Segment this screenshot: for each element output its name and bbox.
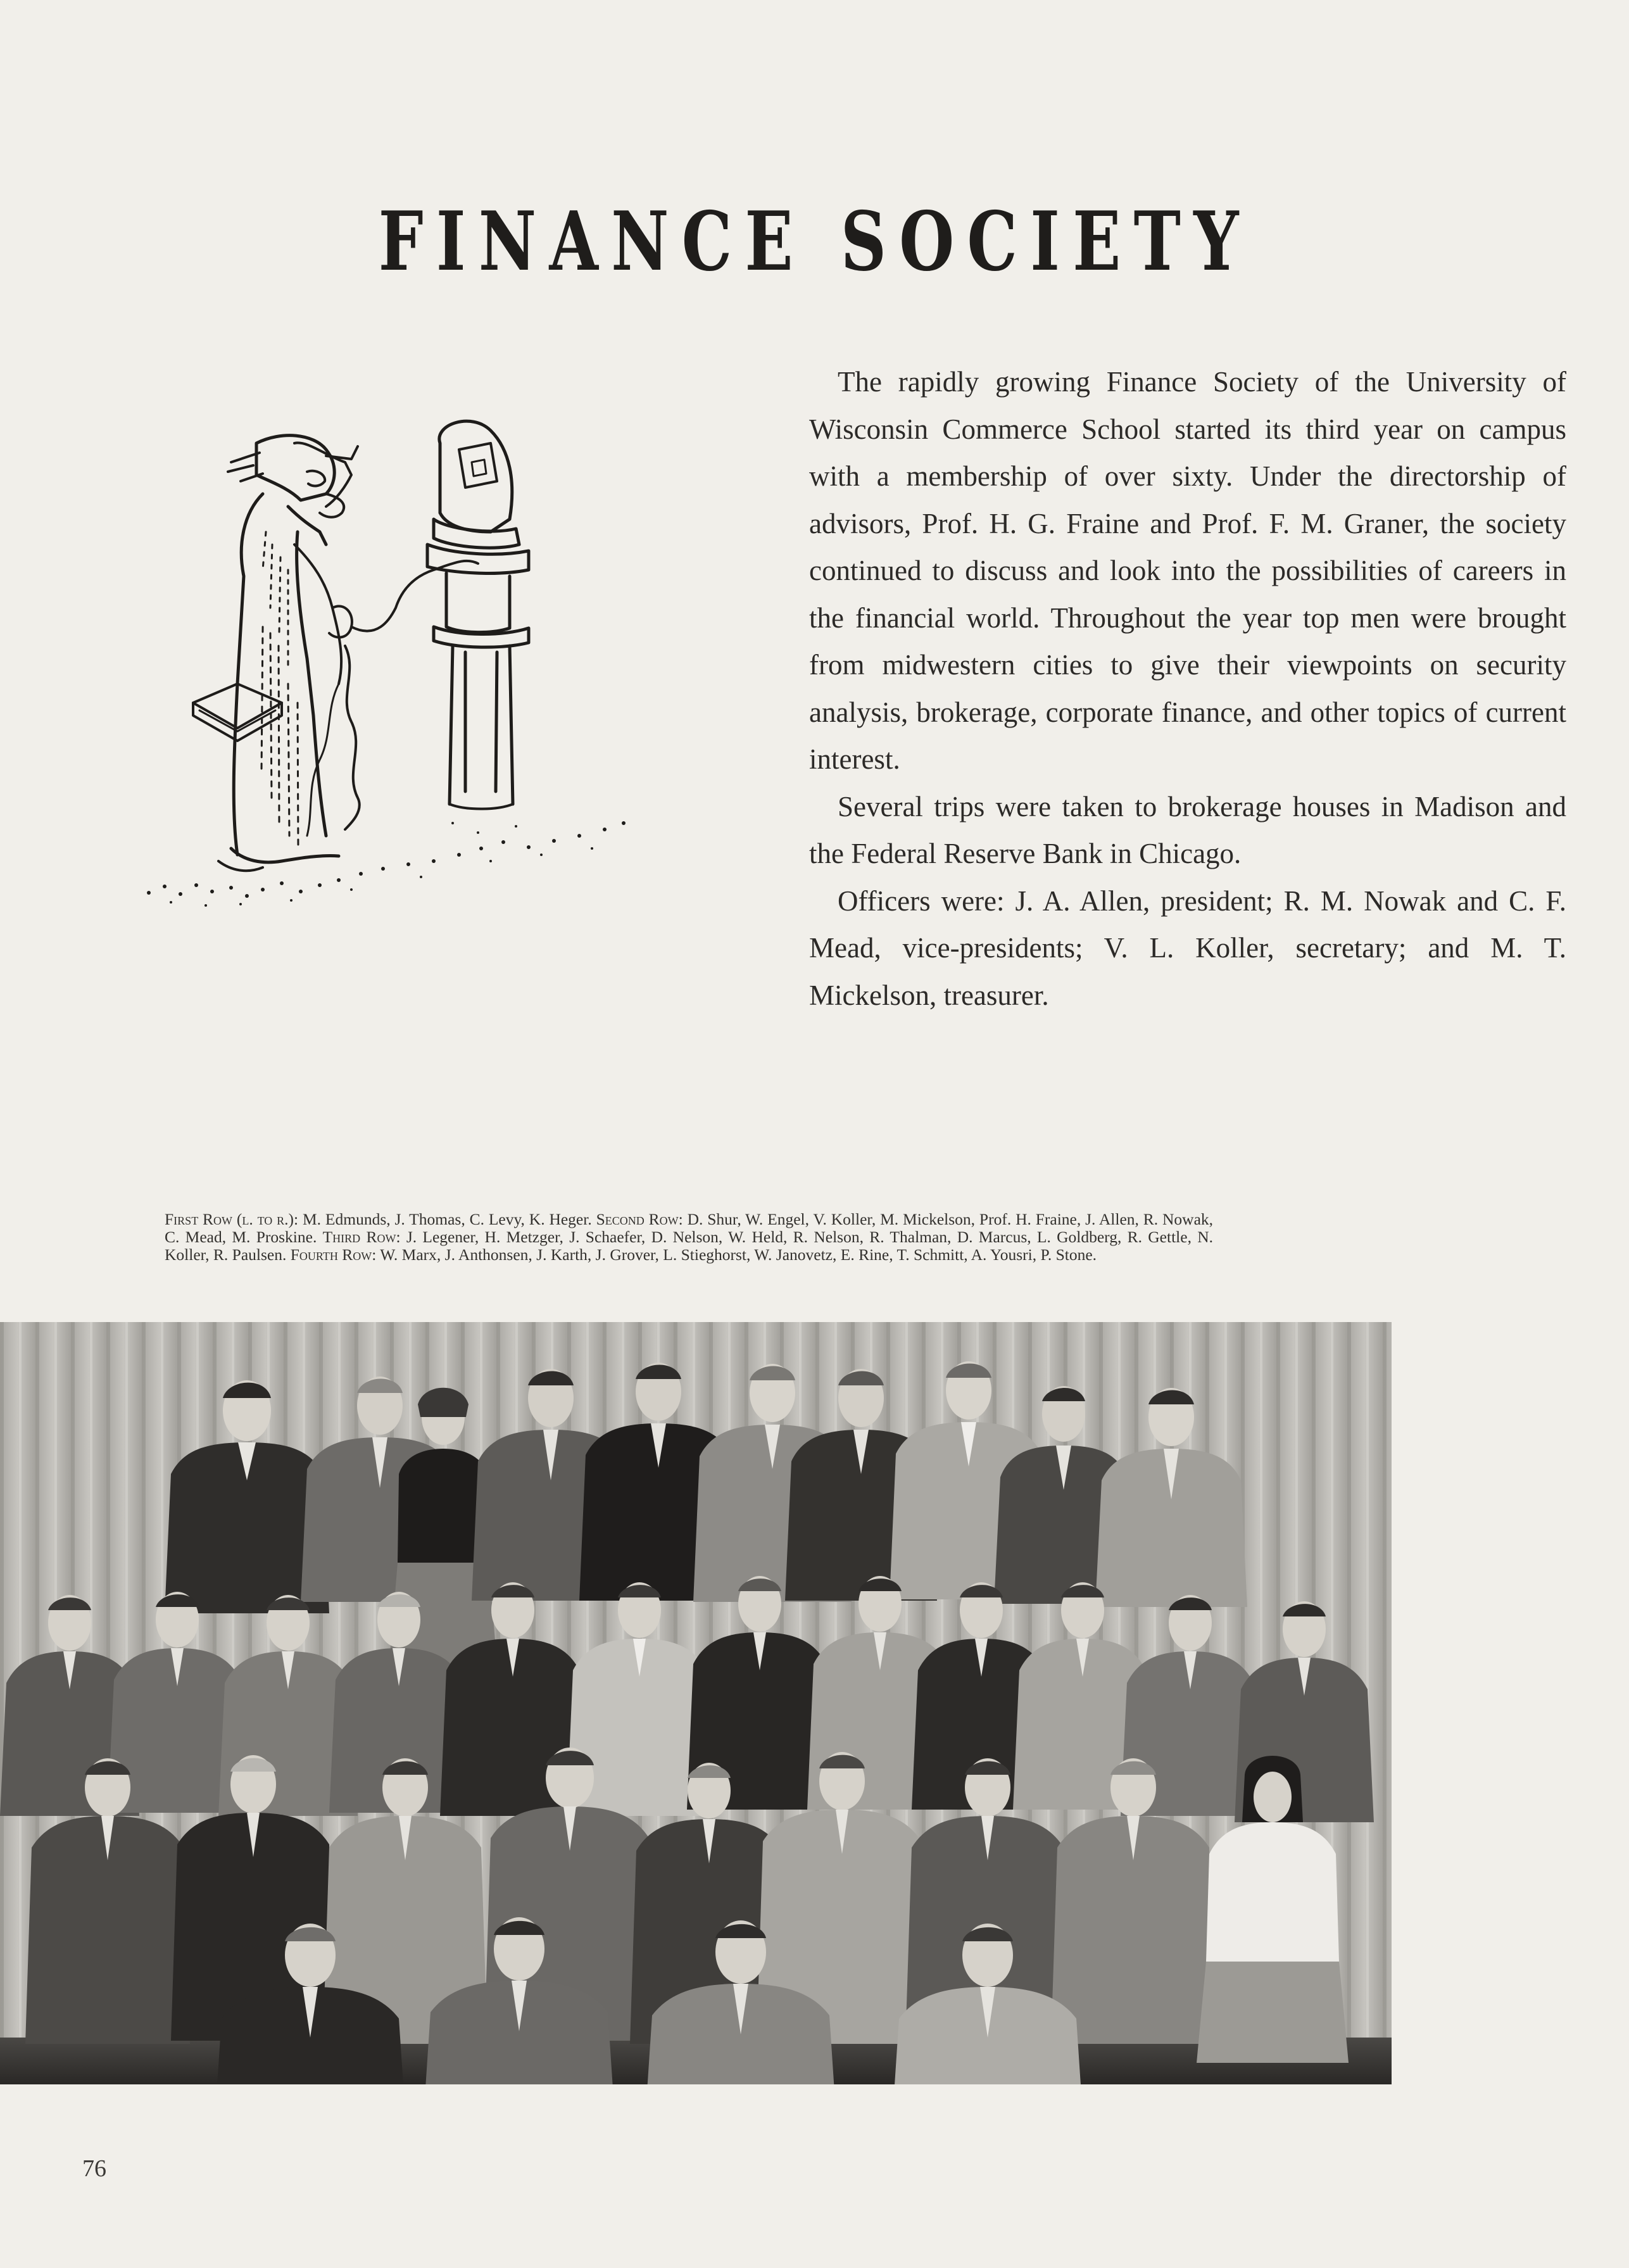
article-paragraph: Several trips were taken to brokerage houses in Madison and the Federal Reserve Bank in Chicago. <box>809 790 1566 869</box>
page-number: 76 <box>82 2155 106 2182</box>
caption-names: D. Shur, W. Engel, V. Koller, M. Mickelson, Prof. H. Fraine, J. Allen, R. Nowak, C. Mead, M. Proskine. <box>165 1210 1214 1246</box>
caption-names: J. Legener, H. Metzger, J. Schaefer, D. Nelson, W. Held, R. Nelson, R. Thalman, D. Marcus, L. Goldberg, R. Gettle, N. Koller, R. Paulsen. <box>165 1228 1214 1264</box>
caption-row-label: Second Row: <box>596 1210 683 1228</box>
article-paragraph: The rapidly growing Finance Society of the University of Wisconsin Commerce School started its third year on campus with a membership of over sixty. Under the directorship of advisors, Prof. H. G. Fraine and Prof. F. M. Graner, the society continued to discuss and look into the possibilities of careers in the financial world. Throughout the year top men were brought from midwestern cities to give their viewpoints on security analysis, brokerage, corporate finance, and other topics of current interest. <box>809 366 1566 775</box>
caption-row-label: First Row (l. to r.): <box>165 1210 299 1228</box>
caption-names: M. Edmunds, J. Thomas, C. Levy, K. Heger. <box>303 1210 592 1228</box>
photo-caption <box>165 1211 1213 1264</box>
caption-row-label: Third Row: <box>322 1228 401 1246</box>
cartoon-illustration <box>136 418 643 937</box>
group-photo <box>0 1322 1392 2084</box>
caption-row-label: Fourth Row: <box>290 1245 377 1264</box>
page-title: FINANCE SOCIETY <box>378 194 1252 289</box>
article-body <box>809 358 1566 1019</box>
article-paragraph: Officers were: J. A. Allen, president; R. M. Nowak and C. F. Mead, vice-presidents; V. L. Koller, secretary; and M. T. Mickelson, treasurer. <box>809 885 1566 1011</box>
caption-names: W. Marx, J. Anthonsen, J. Karth, J. Grover, L. Stieghorst, W. Janovetz, E. Rine, T. Schmitt, A. Yousri, P. Stone. <box>380 1245 1097 1264</box>
